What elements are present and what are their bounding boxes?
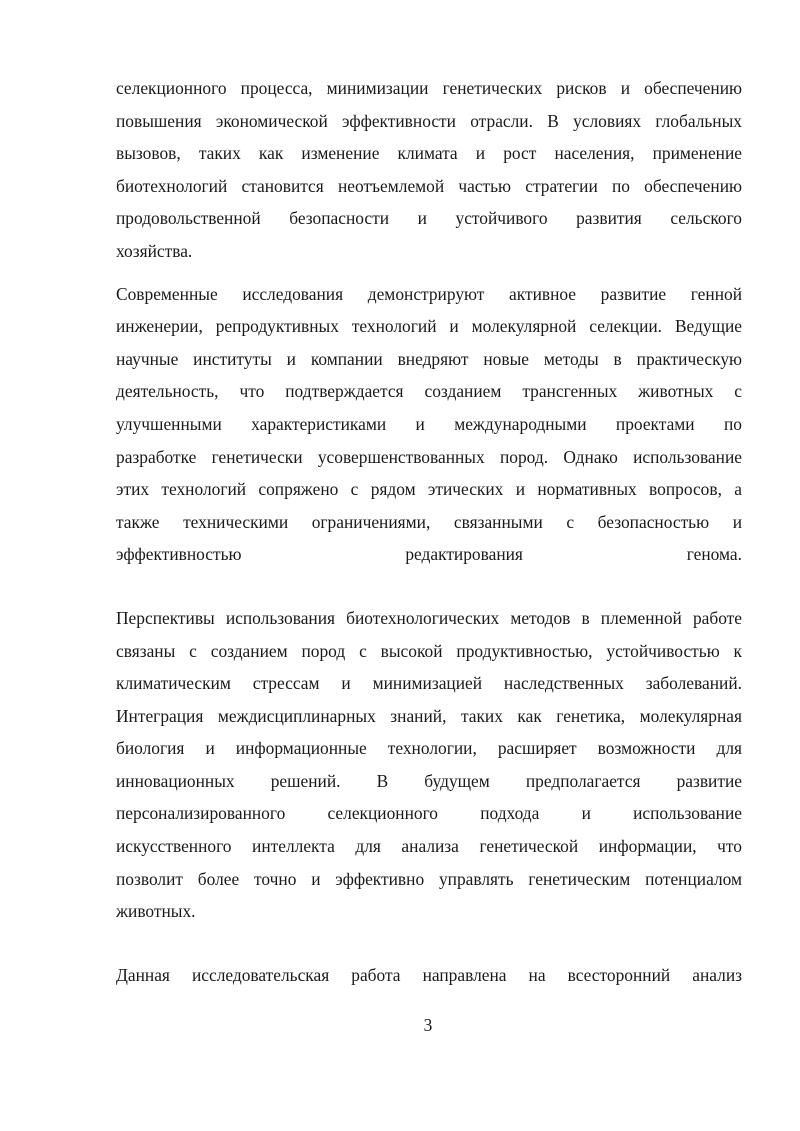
text-line: Данная исследовательская работа направлена на всесторонний анализ [116,964,742,985]
document-page [116,72,742,991]
text-line: эффективностью редактирования генома. [116,544,742,565]
text-line: улучшенными характеристиками и международными проектами по [116,413,742,434]
text-line: также техническими ограничениями, связанными с безопасностью и [116,511,742,532]
text-line: персонализированного селекционного подхода и использование [116,803,742,824]
text-line: научные институты и компании внедряют новые методы в практическую [116,348,742,369]
text-line: инновационных решений. В будущем предполагается развитие [116,770,742,791]
text-line: деятельность, что подтверждается созданием трансгенных животных с [116,381,742,402]
text-line: разработке генетически усовершенствованных пород. Однако использование [116,446,742,467]
text-line: повышения экономической эффективности отрасли. В условиях глобальных [116,110,742,131]
text-line: вызовов, таких как изменение климата и рост населения, применение [116,143,742,164]
text-line: климатическим стрессам и минимизацией наследственных заболеваний. [116,673,742,694]
text-line: биология и информационные технологии, расширяет возможности для [116,738,742,759]
text-line: инженерии, репродуктивных технологий и молекулярной селекции. Ведущие [116,316,742,337]
text-line: Современные исследования демонстрируют активное развитие генной [116,283,742,304]
paragraph-1 [116,72,742,268]
page-number: 3 [423,1015,433,1035]
paragraph-2 [116,278,742,571]
text-line: связаны с созданием пород с высокой продуктивностью, устойчивостью к [116,640,742,661]
text-line: продовольственной безопасности и устойчивого развития сельского [116,208,742,229]
text-line: Перспективы использования биотехнологических методов в племенной работе [116,607,742,628]
paragraph-4 [116,959,742,992]
text-line: искусственного интеллекта для анализа генетической информации, что [116,836,742,857]
text-line: животных. [116,901,196,922]
text-line: позволит более точно и эффективно управлять генетическим потенциалом [116,868,742,889]
text-line: биотехнологий становится неотъемлемой частью стратегии по обеспечению [116,175,742,196]
text-line: хозяйства. [116,240,193,261]
text-line: Интеграция междисциплинарных знаний, таких как генетика, молекулярная [116,705,742,726]
paragraph-3 [116,602,742,928]
text-line: селекционного процесса, минимизации генетических рисков и обеспечению [116,78,742,98]
text-line: этих технологий сопряжено с рядом этических и нормативных вопросов, а [116,479,742,500]
